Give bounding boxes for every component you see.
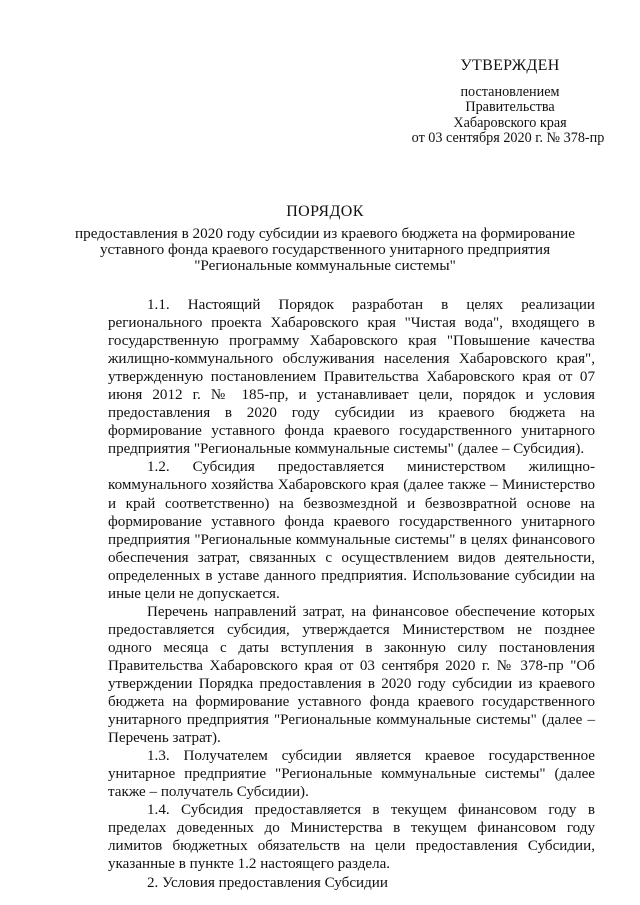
section-heading: 2. Условия предоставления Субсидии (147, 874, 388, 891)
document-body (108, 296, 595, 892)
document-title: ПОРЯДОК (286, 203, 364, 220)
approval-line: постановлением (460, 83, 560, 100)
paragraph-1-1: 1.1. Настоящий Порядок разработан в целях реализации регионального проекта Хабаровского края "Чистая вода", входящего в государственную программу Хабаровского края "Повышение качества жилищно-коммунального обслуживания населения Хабаровского края", утвержденную постановлением Правительства Хабаровского края от 07 июня 2012 г. № 185-пр, и устанавливает цели, порядок и условия предоставления в 2020 году субсидии из краевого бюджета на формирование уставного фонда краевого государственного унитарного предприятия "Региональные коммунальные системы" (далее – Субсидия). (108, 297, 595, 458)
approval-line: Правительства (465, 99, 555, 115)
approval-date: от 03 сентября 2020 г. № 378-пр (411, 130, 605, 146)
approval-line: Хабаровского края (453, 114, 567, 131)
approval-block (390, 58, 630, 147)
document-subtitle: предоставления в 2020 году субсидии из краевого бюджета на формирование уставного фонда краевого государственного унитарного предприятия "Региональные коммунальные системы" (75, 225, 575, 275)
paragraph-cost-list: Перечень направлений затрат, на финансовое обеспечение которых предоставляется субсидия, утверждается Министерством не позднее одного месяца с даты вступления в законную силу постановления Правительства Хабаровского края от 03 сентября 2020 г. № 378-пр "Об утверждении Порядка предоставления в 2020 году субсидии из краевого бюджета на формирование уставного фонда краевого государственного унитарного предприятия "Региональные коммунальные системы" (далее – Перечень затрат). (108, 603, 595, 747)
paragraph-1-2: 1.2. Субсидия предоставляется министерством жилищно-коммунального хозяйства Хабаровского края (далее также – Министерство и край соответственно) на безвозмездной и безвозвратной основе на формирование уставного фонда краевого государственного унитарного предприятия "Региональные коммунальные системы" в целях финансового обеспечения затрат, связанных с осуществлением видов деятельности, определенных в уставе данного предприятия. Использование субсидии на иные цели не допускается. (108, 459, 595, 602)
paragraph-1-3: 1.3. Получателем субсидии является краевое государственное унитарное предприятие "Региональные коммунальные системы" (далее также – получатель Субсидии). (108, 748, 595, 801)
paragraph-1-4: 1.4. Субсидия предоставляется в текущем финансовом году в пределах доведенных до Министерства в текущем финансовом году лимитов бюджетных обязательств на цели предоставления Субсидии, указанные в пункте 1.2 настоящего раздела. (108, 802, 595, 873)
approval-title: УТВЕРЖДЕН (460, 57, 560, 74)
